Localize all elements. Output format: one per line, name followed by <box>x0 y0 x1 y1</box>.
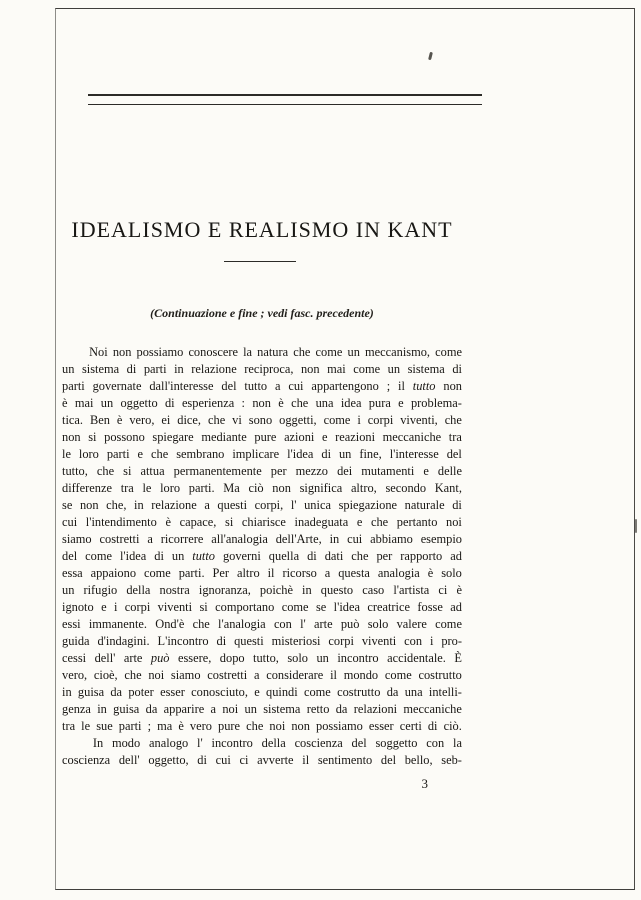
text-line: essi immanente. Ond'è che l'analogia con l' arte può solo valere come <box>62 617 462 631</box>
text-line: parti governate dall'interesse del tutto a cui appartengono ; il tutto non <box>62 379 462 393</box>
text-line: del come l'idea di un tutto governi quella di dati che per rapporto ad <box>62 549 462 563</box>
text-line: un sistema di parti in relazione reciproca, non mai come un sistema di <box>62 362 462 376</box>
text-line: coscienza dell' oggetto, di cui ci avverte il sentimento del bello, seb- <box>62 753 462 767</box>
text-line: in guisa da poter esser conosciuto, e quindi come costrutto da una intelli- <box>62 685 462 699</box>
text-line: tica. Ben è vero, ei dice, che vi sono oggetti, come i corpi viventi, che <box>62 413 462 427</box>
text-line: vero, cioè, che noi siamo costretti a considerare il mondo come costrutto <box>62 668 462 682</box>
text-line: cui l'intendimento è capace, si chiarisce inadeguata e che pertanto noi <box>62 515 462 529</box>
text-line: le loro parti e che sembrano implicare l'idea di un fine, l'interesse del <box>62 447 462 461</box>
text-line: essa appaiono come parti. Per altro il ricorso a questa analogia è solo <box>62 566 462 580</box>
article-subtitle: (Continuazione e fine ; vedi fasc. precedente) <box>150 306 374 320</box>
header-double-rule <box>88 94 482 105</box>
text-line: non si possono spiegare mediante pure azioni e reazioni meccaniche tra <box>62 430 462 444</box>
body-text <box>62 344 462 769</box>
text-line: Noi non possiamo conoscere la natura che come un meccanismo, come <box>89 345 462 359</box>
page-number: 3 <box>421 776 428 791</box>
article-title: IDEALISMO E REALISMO IN KANT <box>71 217 453 242</box>
text-line: guida d'indagini. L'incontro di questi misteriosi corpi viventi con i pro- <box>62 634 462 648</box>
title-underline-rule <box>224 261 296 262</box>
text-line: siamo costretti a ricorrere all'analogia dell'Arte, in cui abbiamo esempio <box>62 532 462 546</box>
text-line: cessi dell' arte può essere, dopo tutto, solo un incontro accidentale. È <box>62 651 462 665</box>
text-line: ignoto e i corpi viventi si comportano come se l'idea creatrice fosse ad <box>62 600 462 614</box>
text-line: tra le sue parti ; ma è vero pure che noi non possiamo esser certi di ciò. <box>62 719 462 733</box>
text-line: se non che, in relazione a questi corpi, l' unica spiegazione naturale di <box>62 498 462 512</box>
scan-artifact <box>635 519 637 533</box>
text-line: tutto, che si attua permanentemente per mezzo dei mutamenti e delle <box>62 464 462 478</box>
text-line: In modo analogo l' incontro della coscienza del soggetto con la <box>92 736 462 750</box>
text-line: un rifugio della nostra ignoranza, poichè in questo caso l'artista ci è <box>62 583 462 597</box>
text-line: è mai un oggetto di esperienza : non è che una idea pura e problema- <box>62 396 462 410</box>
text-line: genza in guisa da apparire a noi un sistema retto da relazioni meccaniche <box>62 702 462 716</box>
text-line: differenze tra le loro parti. Ma ciò non significa altro, secondo Kant, <box>62 481 462 495</box>
